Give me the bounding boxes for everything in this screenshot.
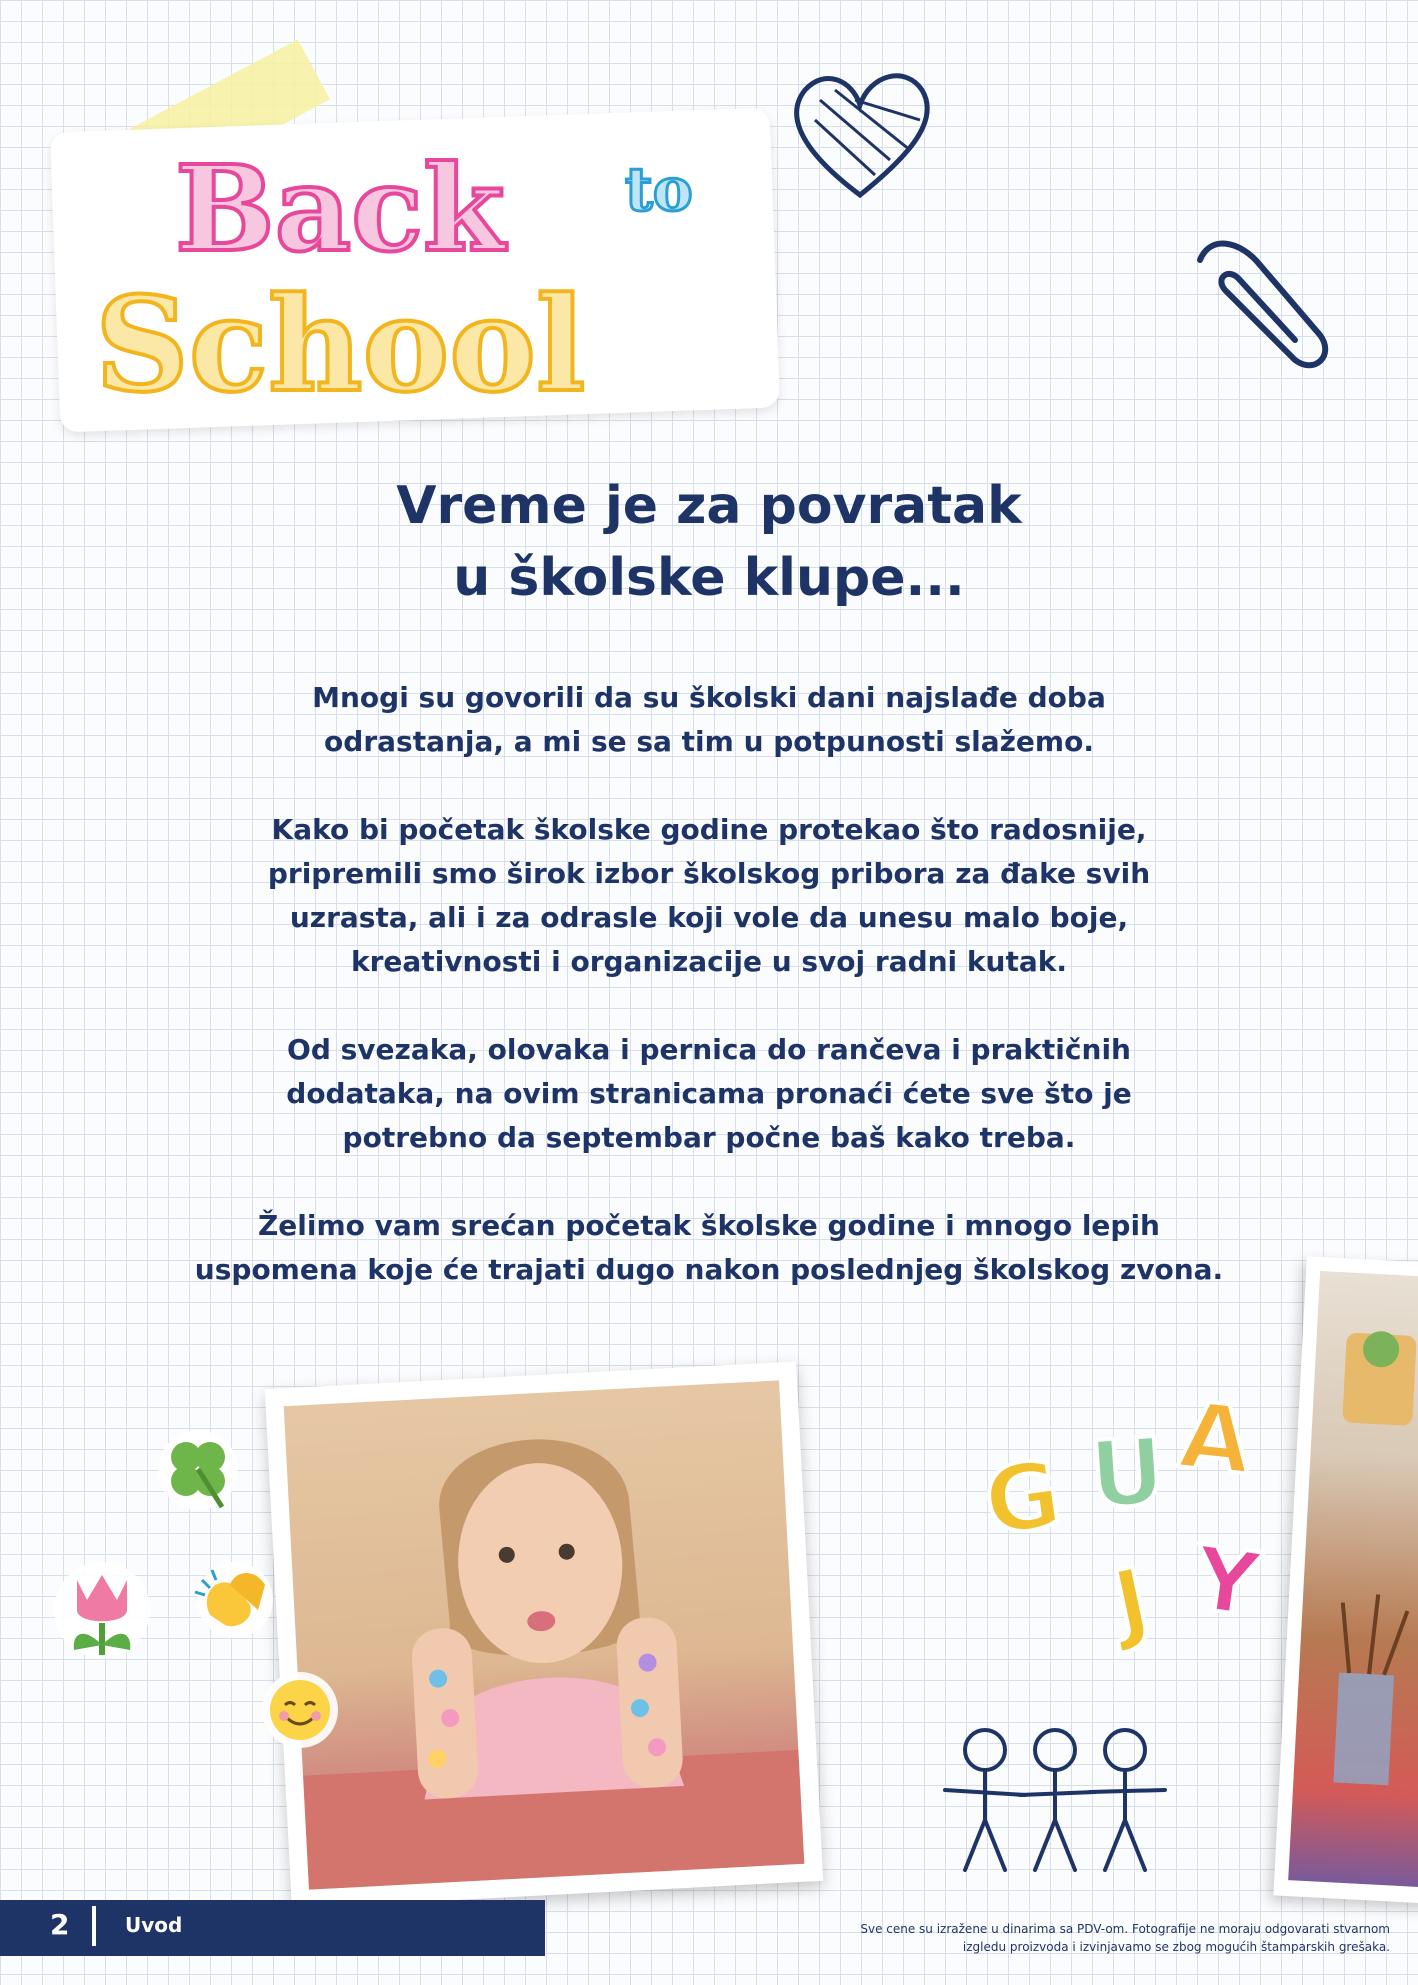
paragraph-line: uspomena koje će trajati dugo nakon poslednjeg školskog zvona. xyxy=(194,1253,1224,1286)
paragraph-line: potrebno da septembar počne baš kako treba. xyxy=(342,1121,1076,1154)
paragraph-line: dodataka, na ovim stranicama pronaći ćete sve što je xyxy=(286,1077,1132,1110)
paperclip-doodle-icon xyxy=(1180,230,1340,380)
letter-sticker-a: A xyxy=(1174,1381,1257,1496)
footer-divider xyxy=(92,1906,96,1946)
title-line-2: u školske klupe... xyxy=(453,548,965,608)
page-number: 2 xyxy=(50,1908,70,1941)
paragraph-line: Kako bi početak školske godine protekao što radosnije, xyxy=(271,813,1147,846)
clover-sticker-icon xyxy=(150,1425,246,1515)
logo-to: to xyxy=(625,155,693,225)
disclaimer-line: Sve cene su izražene u dinarima sa PDV-om. Fotografije ne moraju odgovarati stvarnom xyxy=(860,1922,1390,1936)
crafts-photo xyxy=(1273,1256,1418,1903)
paragraph-3 xyxy=(140,1028,1278,1160)
title-line-1: Vreme je za povratak xyxy=(396,476,1022,536)
girl-illustration xyxy=(284,1380,805,1889)
letter-sticker-y: Y xyxy=(1188,1526,1266,1637)
smiley-sticker-icon xyxy=(260,1670,340,1750)
logo-lettering xyxy=(55,110,795,430)
logo-back: Back xyxy=(175,139,505,278)
crafts-photo-image xyxy=(1288,1271,1418,1888)
footer-bar xyxy=(0,1900,545,1956)
stick-figures-doodle-icon xyxy=(935,1720,1175,1890)
letter-sticker-j: J xyxy=(1104,1547,1159,1656)
paragraph-line: kreativnosti i organizacije u svoj radni kutak. xyxy=(351,945,1067,978)
paragraph-line: Želimo vam srećan početak školske godine i mnogo lepih xyxy=(258,1209,1160,1242)
crafts-illustration xyxy=(1288,1271,1418,1888)
heart-doodle-icon xyxy=(780,60,940,210)
price-disclaimer xyxy=(820,1920,1390,1956)
page-title xyxy=(200,470,1218,614)
girl-photo-image xyxy=(284,1380,805,1889)
paragraph-line: pripremili smo širok izbor školskog pribora za đake svih xyxy=(267,857,1151,890)
back-to-school-logo xyxy=(55,80,795,420)
intro-text xyxy=(140,676,1278,1336)
section-label: Uvod xyxy=(125,1913,183,1937)
clapping-hands-sticker-icon xyxy=(190,1560,280,1640)
paragraph-line: Mnogi su govorili da su školski dani najslađe doba xyxy=(312,681,1106,714)
paragraph-line: Od svezaka, olovaka i pernica do rančeva i praktičnih xyxy=(287,1033,1131,1066)
logo-school: School xyxy=(95,268,586,421)
letter-sticker-u: U xyxy=(1086,1417,1169,1530)
paragraph-4 xyxy=(140,1204,1278,1292)
paragraph-line: odrastanja, a mi se sa tim u potpunosti slažemo. xyxy=(324,725,1094,758)
tulip-sticker-icon xyxy=(52,1555,152,1665)
disclaimer-line: izgledu proizvoda i izvinjavamo se zbog mogućih štamparskih grešaka. xyxy=(962,1940,1390,1954)
girl-photo xyxy=(265,1361,823,1908)
paragraph-1 xyxy=(140,676,1278,764)
paragraph-line: uzrasta, ali i za odrasle koji vole da unesu malo boje, xyxy=(289,901,1129,934)
paragraph-2 xyxy=(140,808,1278,984)
letter-sticker-g: G xyxy=(977,1440,1068,1557)
